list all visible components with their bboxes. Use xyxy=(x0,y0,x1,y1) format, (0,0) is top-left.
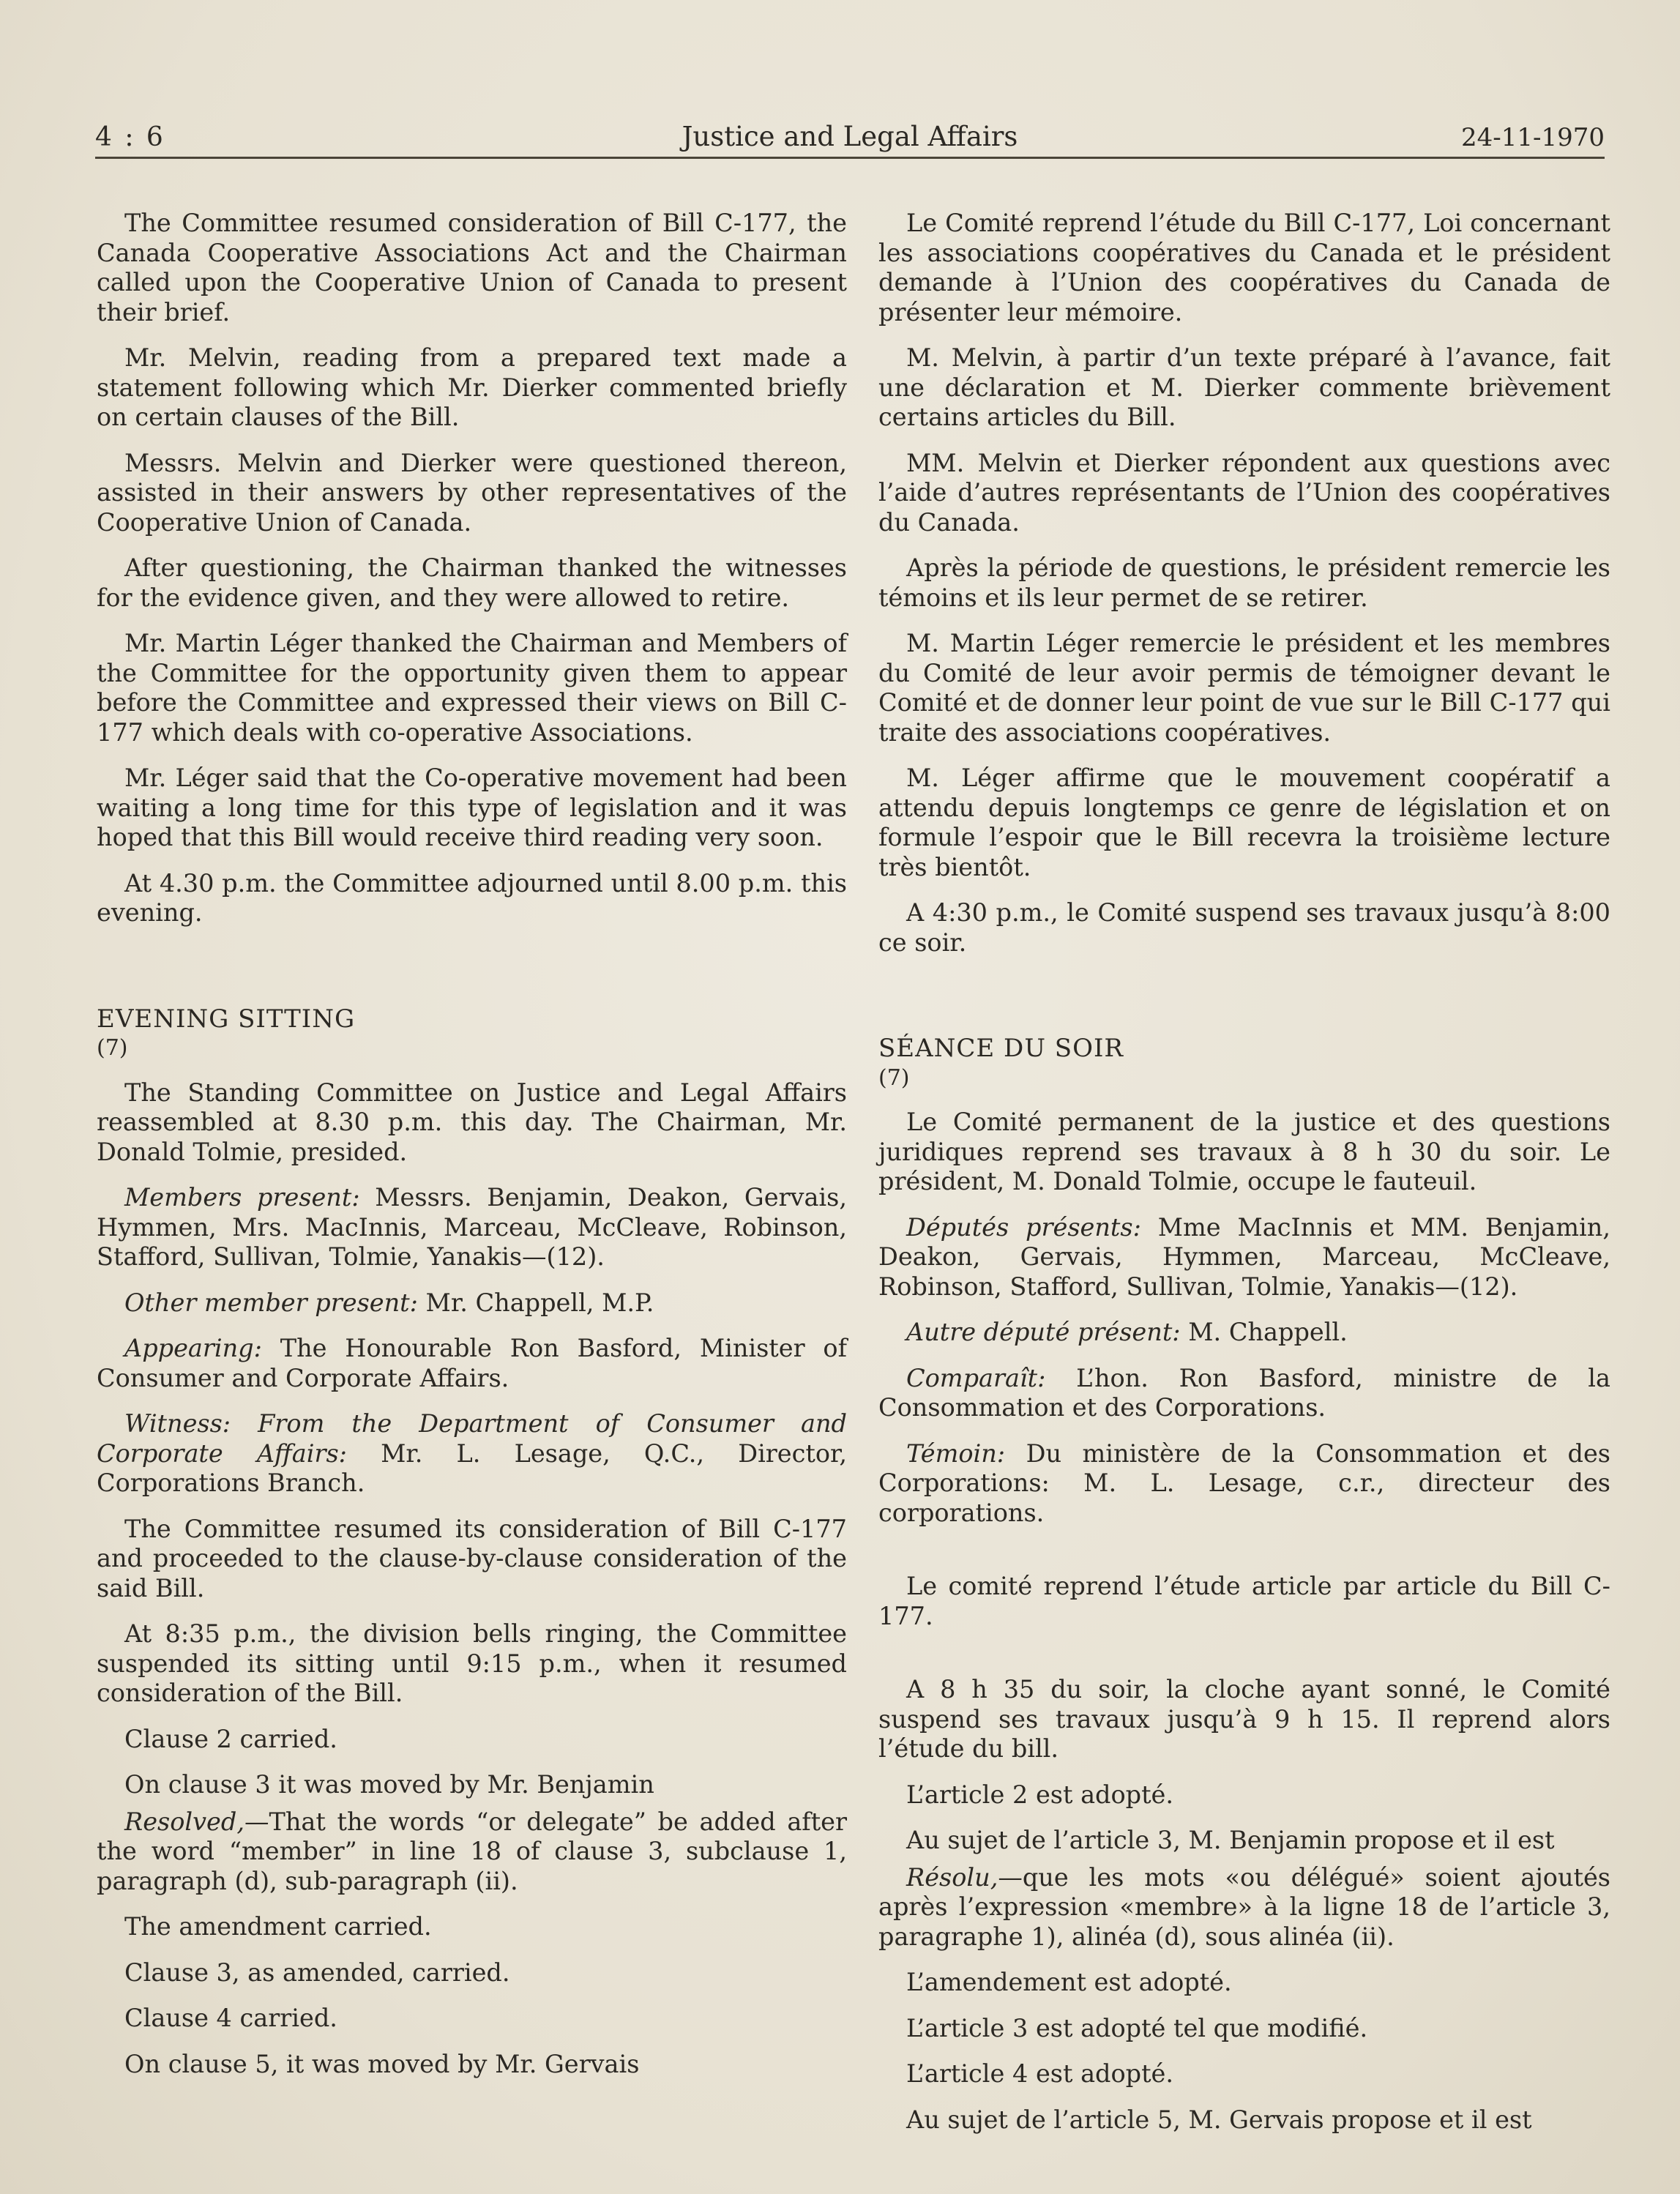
paragraph: Mr. Melvin, reading from a prepared text made a statement following which Mr. Dierker commented briefly on certain clauses of the Bill. xyxy=(97,343,847,431)
paragraph: On clause 3 it was moved by Mr. Benjamin xyxy=(124,1770,654,1799)
header-date: 24-11-1970 xyxy=(1460,123,1605,152)
paragraph: Messrs. Melvin and Dierker were questioned thereon, assisted in their answers by other representatives of the Cooperative Union of Canada. xyxy=(97,448,847,537)
appearing-label: Comparaît: xyxy=(906,1363,1046,1392)
paragraph: At 8:35 p.m., the division bells ringing, the Committee suspended its sitting until 9:15 p.m., when it resumed consideration of the Bill. xyxy=(97,1619,847,1707)
appearing-text: L’hon. Ron Basford, ministre de la Consommation et des Corporations. xyxy=(878,1363,1610,1422)
paragraph: Clause 4 carried. xyxy=(124,2004,337,2032)
appearing xyxy=(878,1364,1610,1423)
running-header xyxy=(95,116,1605,159)
french-column xyxy=(878,209,1610,2151)
members-label: Députés présents: xyxy=(906,1212,1141,1242)
paragraph: Mr. Léger said that the Co-operative movement had been waiting a long time for this type of legislation and it was hoped that this Bill would receive third reading very soon. xyxy=(97,764,847,851)
appearing xyxy=(97,1334,847,1393)
resolved-text: —que les mots «ou délégué» soient ajoutés après l’expression «membre» à la ligne 18 de l’article 3, paragraphe 1), alinéa (d), sous alinéa (ii). xyxy=(878,1862,1610,1951)
paragraph: M. Léger affirme que le mouvement coopératif a attendu depuis longtemps ce genre de législation et on formule l’espoir que le Bill recevra la troisième lecture très bientôt. xyxy=(878,764,1610,881)
sitting-number: (7) xyxy=(97,1035,128,1061)
witness-label: Témoin: xyxy=(906,1439,1006,1468)
paragraph: The amendment carried. xyxy=(124,1912,432,1941)
page-title: Justice and Legal Affairs xyxy=(682,121,1018,152)
paragraph: M. Martin Léger remercie le président et les membres du Comité de leur avoir permis de témoigner devant le Comité et de donner leur point de vue sur le Bill C-177 qui traite des associations coopératives. xyxy=(878,629,1610,747)
english-column xyxy=(97,209,847,2095)
paragraph: Le comité reprend l’étude article par article du Bill C-177. xyxy=(878,1572,1610,1630)
paragraph: L’article 2 est adopté. xyxy=(906,1780,1174,1809)
members-present xyxy=(878,1213,1610,1302)
resolution xyxy=(97,1807,847,1897)
other-member xyxy=(97,1288,847,1318)
section-heading: EVENING SITTING xyxy=(97,1004,356,1034)
paragraph: Au sujet de l’article 3, M. Benjamin propose et il est xyxy=(906,1826,1555,1854)
paragraph: Le Comité reprend l’étude du Bill C-177, Loi concernant les associations coopératives du Canada et le président demande à l’Union des coopératives du Canada de présenter leur mémoire. xyxy=(878,209,1610,327)
page-number: 4 : 6 xyxy=(95,122,165,152)
paragraph: At 4.30 p.m. the Committee adjourned until 8.00 p.m. this evening. xyxy=(97,868,847,927)
paragraph: L’article 3 est adopté tel que modifié. xyxy=(906,2013,1368,2042)
paragraph: A 8 h 35 du soir, la cloche ayant sonné, le Comité suspend ses travaux jusqu’à 9 h 15. Il reprend alors l’étude du bill. xyxy=(878,1675,1610,1763)
paragraph: M. Melvin, à partir d’un texte préparé à l’avance, fait une déclaration et M. Dierker commente brièvement certains articles du Bill. xyxy=(878,343,1610,431)
other-member xyxy=(878,1318,1610,1348)
witness xyxy=(97,1409,847,1499)
paragraph: Au sujet de l’article 5, M. Gervais propose et il est xyxy=(906,2105,1532,2134)
resolved-label: Résolu, xyxy=(906,1862,998,1892)
paragraph: Clause 2 carried. xyxy=(124,1724,337,1753)
resolution xyxy=(878,1863,1610,1952)
witness-label: Witness: From the Department of Consumer and Corporate Affairs: xyxy=(97,1409,847,1468)
other-text: Mr. Chappell, M.P. xyxy=(417,1288,654,1317)
paragraph: The Standing Committee on Justice and Legal Affairs reassembled at 8.30 p.m. this day. The Chairman, Mr. Donald Tolmie, presided. xyxy=(97,1078,847,1166)
paragraph: Après la période de questions, le président remercie les témoins et ils leur permet de se retirer. xyxy=(878,553,1610,612)
paragraph: A 4:30 p.m., le Comité suspend ses travaux jusqu’à 8:00 ce soir. xyxy=(878,898,1610,957)
paragraph: Le Comité permanent de la justice et des questions juridiques reprend ses travaux à 8 h 30 du soir. Le président, M. Donald Tolmie, occupe le fauteuil. xyxy=(878,1108,1610,1195)
other-text: M. Chappell. xyxy=(1180,1318,1348,1346)
paragraph: MM. Melvin et Dierker répondent aux questions avec l’aide d’autres représentants de l’Union des coopératives du Canada. xyxy=(878,448,1610,537)
section-heading: SÉANCE DU SOIR xyxy=(878,1034,1124,1063)
appearing-text: The Honourable Ron Basford, Minister of Consumer and Corporate Affairs. xyxy=(97,1334,847,1392)
paragraph: L’amendement est adopté. xyxy=(906,1968,1232,1996)
paragraph: The Committee resumed consideration of Bill C-177, the Canada Cooperative Associations Act and the Chairman called upon the Cooperative Union of Canada to present their brief. xyxy=(97,209,847,327)
appearing-label: Appearing: xyxy=(124,1334,262,1362)
resolved-text: —That the words “or delegate” be added after the word “member” in line 18 of clause 3, subclause 1, paragraph (d), sub-paragraph (ii). xyxy=(97,1807,847,1895)
sitting-number: (7) xyxy=(878,1064,910,1091)
members-present xyxy=(97,1183,847,1272)
witness-text: Mr. L. Lesage, Q.C., Director, Corporations Branch. xyxy=(97,1439,847,1497)
witness-text: Du ministère de la Consommation et des Corporations: M. L. Lesage, c.r., directeur des corporations. xyxy=(878,1439,1610,1527)
members-list: Mme MacInnis et MM. Benjamin, Deakon, Gervais, Hymmen, Marceau, McCleave, Robinson, Stafford, Sullivan, Tolmie, Yanakis—(12). xyxy=(878,1212,1610,1301)
paragraph: Mr. Martin Léger thanked the Chairman and Members of the Committee for the opportunity given them to appear before the Committee and expressed their views on Bill C-177 which deals with co-operative Associations. xyxy=(97,629,847,747)
paragraph: On clause 5, it was moved by Mr. Gervais xyxy=(124,2049,640,2078)
paragraph: After questioning, the Chairman thanked the witnesses for the evidence given, and they were allowed to retire. xyxy=(97,553,847,612)
resolved-label: Resolved, xyxy=(124,1807,244,1836)
paragraph: L’article 4 est adopté. xyxy=(906,2059,1174,2088)
other-label: Autre député présent: xyxy=(906,1318,1181,1346)
members-list: Messrs. Benjamin, Deakon, Gervais, Hymmen, Mrs. MacInnis, Marceau, McCleave, Robinson, Stafford, Sullivan, Tolmie, Yanakis—(12). xyxy=(97,1183,847,1271)
witness xyxy=(878,1439,1610,1529)
other-label: Other member present: xyxy=(124,1288,418,1317)
paragraph: Clause 3, as amended, carried. xyxy=(124,1958,510,1987)
members-label: Members present: xyxy=(124,1183,360,1212)
paragraph: The Committee resumed its consideration of Bill C-177 and proceeded to the clause-by-clause consideration of the said Bill. xyxy=(97,1514,847,1602)
